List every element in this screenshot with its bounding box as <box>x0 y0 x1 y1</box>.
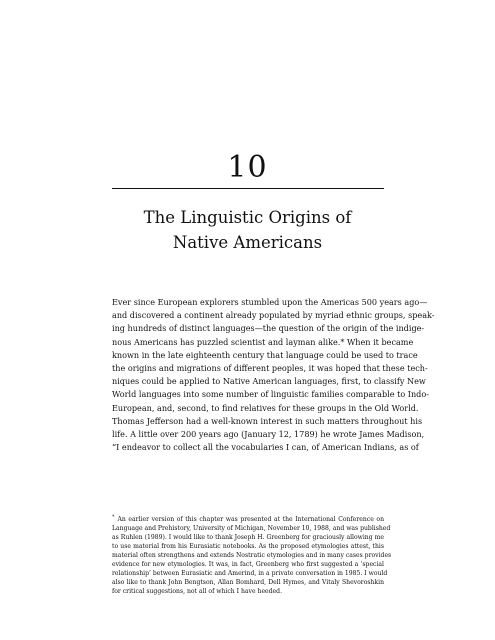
body-line: Thomas Jefferson had a well-known interest in such matters throughout his <box>112 415 423 426</box>
footnote-line-text: An earlier version of this chapter was presented at the International Conference on <box>117 516 384 523</box>
body-line: known in the late eighteenth century that language could be used to trace <box>112 349 418 360</box>
body-line: the origins and migrations of different peoples, it was hoped that these tech- <box>112 362 428 373</box>
footnote-line <box>112 515 384 524</box>
footnote-line: for critical suggestions, not all of which I have heeded. <box>112 588 283 596</box>
title-rule <box>112 188 384 189</box>
footnote-line: evidence for new etymologies. It was, in fact, Greenberg who first suggested a ‘special <box>112 561 384 569</box>
footnote-line: material often strengthens and extends Nostratic etymologies and in many cases provides <box>112 552 392 560</box>
body-line: niques could be applied to Native American languages, first, to classify New <box>112 376 426 387</box>
body-line: ing hundreds of distinct languages—the question of the origin of the indige- <box>112 323 425 334</box>
footnote-marker: * <box>112 513 115 520</box>
body-line: and discovered a continent already populated by myriad ethnic groups, speak- <box>112 310 435 321</box>
body-line: life. A little over 200 years ago (January 12, 1789) he wrote James Madison, <box>112 428 425 439</box>
chapter-number: 10 <box>227 150 268 185</box>
body-line: European, and, second, to find relatives for these groups in the Old World. <box>112 402 419 413</box>
chapter-title-line: The Linguistic Origins of <box>143 208 352 227</box>
footnote-line: also like to thank John Bengtson, Allan Bomhard, Dell Hymes, and Vitaly Shevoroshkin <box>112 579 384 587</box>
footnote <box>112 513 392 596</box>
body-line: “I endeavor to collect all the vocabularies I can, of American Indians, as of <box>112 442 419 453</box>
footnote-line: relationship’ between Eurasiatic and Amerind, in a private conversation in 1985. I would <box>112 570 388 578</box>
chapter-title <box>0 205 495 255</box>
footnote-line: to use material from his Eurasiatic notebooks. As the proposed etymologies attest, this <box>112 543 384 551</box>
chapter-title-line: Native Americans <box>172 233 323 252</box>
body-paragraph <box>112 296 435 454</box>
body-line: nous Americans has puzzled scientist and layman alike.* When it became <box>112 336 414 347</box>
body-line: World languages into some number of linguistic families comparable to Indo- <box>112 389 429 400</box>
footnote-line: as Ruhlen (1989). I would like to thank Joseph H. Greenberg for graciously allowing me <box>112 534 384 542</box>
footnote-line: Language and Prehistory, University of Michigan, November 10, 1988, and was published <box>112 525 391 533</box>
body-line: Ever since European explorers stumbled upon the Americas 500 years ago— <box>112 297 428 307</box>
